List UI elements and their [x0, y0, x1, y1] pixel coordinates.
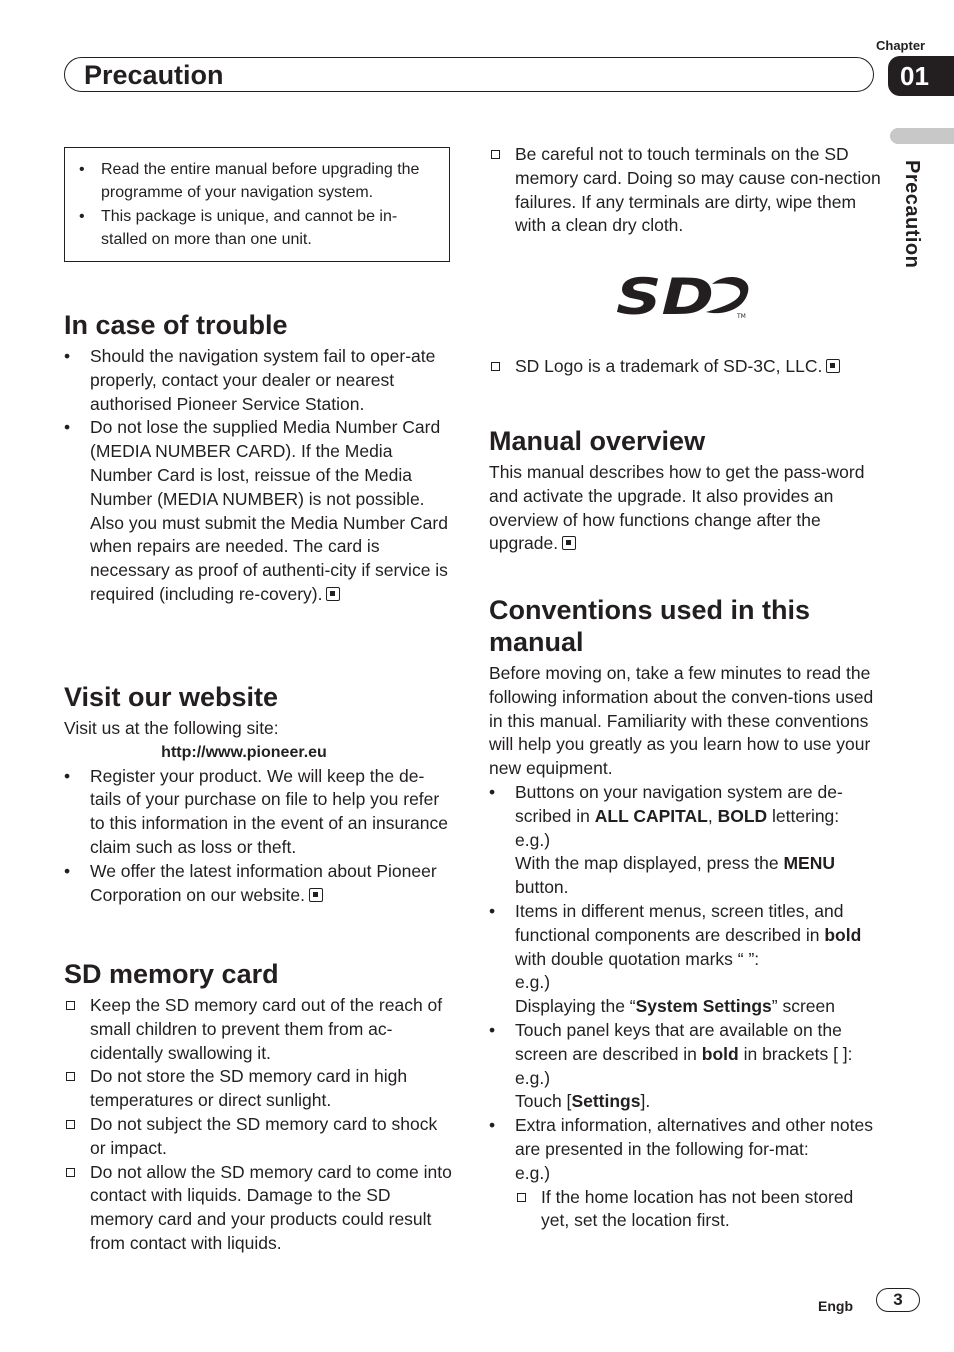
page-number: 3 — [876, 1288, 920, 1312]
sdcard-item: Be careful not to touch terminals on the SD memory card. Doing so may cause con-nection failures. If any terminals are dirty, wipe them with a clean dry cloth. — [489, 143, 881, 238]
svg-text:TM: TM — [737, 313, 746, 320]
conventions-section — [489, 594, 881, 1233]
overview-section — [489, 425, 881, 556]
conventions-item: • Buttons on your navigation system are de-scribed in ALL CAPITAL, BOLD lettering: e.g.) With the map displayed, press the MENU button. — [489, 781, 881, 900]
notice-item: • This package is unique, and cannot be in-stalled on more than one unit. — [77, 205, 437, 252]
website-section — [64, 681, 454, 907]
end-mark-icon — [562, 536, 576, 550]
notice-item: • Read the entire manual before upgrading the programme of your navigation system. — [77, 158, 437, 205]
end-mark-icon — [309, 888, 323, 902]
end-mark-icon — [826, 359, 840, 373]
chapter-label: Chapter — [876, 38, 926, 53]
conventions-item: • Extra information, alternatives and other notes are presented in the following for-mat: e.g.) If the home location has not been stored yet, set the location first. — [489, 1114, 881, 1233]
example-label: e.g.) — [515, 1067, 551, 1088]
side-tab-label: Precaution — [901, 160, 923, 269]
conventions-intro: Before moving on, take a few minutes to read the following information about the conven-tions used in this manual. Familiarity with these conventions will help you greatly as you learn how to use your new equipment. — [489, 663, 874, 779]
website-intro: Visit us at the following site: — [64, 718, 279, 738]
sd-logo-icon — [614, 272, 754, 322]
example-label: e.g.) — [515, 1162, 551, 1183]
trouble-item: • Do not lose the supplied Media Number Card (MEDIA NUMBER CARD). If the Media Number Card is lost, reissue of the Media Number (MEDIA NUMBER) is not possible. Also you must submit the Media Number Card when repairs are needed. The card is necessary as proof of authenti-city if service is required (including re-covery). — [64, 416, 454, 606]
side-tab-marker — [890, 128, 954, 144]
overview-text: This manual describes how to get the pass-word and activate the upgrade. It also provides an overview of how functions change after the upgrade. — [489, 462, 865, 554]
website-item: • Register your product. We will keep the de-tails of your purchase on file to help you refer to this information in the event of an insurance claim such as loss or theft. — [64, 765, 454, 860]
svg-text:SD: SD — [616, 272, 714, 322]
trouble-section — [64, 309, 454, 607]
sdcard-item: Do not allow the SD memory card to come into contact with liquids. Damage to the SD memory card and your products could result from contact with liquids. — [64, 1161, 454, 1256]
conventions-item: • Items in different menus, screen titles, and functional components are described in bold with double quotation marks “ ”: e.g.) Displaying the “System Settings” screen — [489, 900, 881, 1019]
sd-logo — [614, 272, 754, 327]
example-label: e.g.) — [515, 829, 551, 850]
conventions-example-item: If the home location has not been stored yet, set the location first. — [515, 1186, 881, 1234]
end-mark-icon — [326, 587, 340, 601]
notice-box — [64, 147, 450, 262]
trademark-note — [489, 355, 881, 379]
conventions-item: • Touch panel keys that are available on the screen are described in bold in brackets [ ]: e.g.) Touch [Settings]. — [489, 1019, 881, 1114]
trouble-heading: In case of trouble — [64, 310, 288, 340]
trademark-item: SD Logo is a trademark of SD-3C, LLC. — [489, 355, 881, 379]
conventions-heading: Conventions used in this manual — [489, 595, 811, 657]
chapter-number: 01 — [888, 56, 954, 96]
sdcard-item: Do not store the SD memory card in high temperatures or direct sunlight. — [64, 1065, 454, 1113]
footer-language: Engb — [818, 1298, 853, 1314]
page-title: Precaution — [84, 60, 224, 90]
sdcard-section — [64, 958, 454, 1256]
trouble-item: • Should the navigation system fail to oper-ate properly, contact your dealer or nearest authorised Pioneer Service Station. — [64, 345, 454, 416]
overview-heading: Manual overview — [489, 426, 706, 456]
website-url[interactable]: http://www.pioneer.eu — [161, 743, 327, 761]
website-heading: Visit our website — [64, 682, 279, 712]
sdcard-heading: SD memory card — [64, 959, 279, 989]
sdcard-continued — [489, 143, 881, 238]
sdcard-item: Do not subject the SD memory card to shock or impact. — [64, 1113, 454, 1161]
sdcard-item: Keep the SD memory card out of the reach of small children to prevent them from ac-cidentally swallowing it. — [64, 994, 454, 1065]
website-item: • We offer the latest information about Pioneer Corporation on our website. — [64, 860, 454, 908]
example-label: e.g.) — [515, 972, 551, 993]
